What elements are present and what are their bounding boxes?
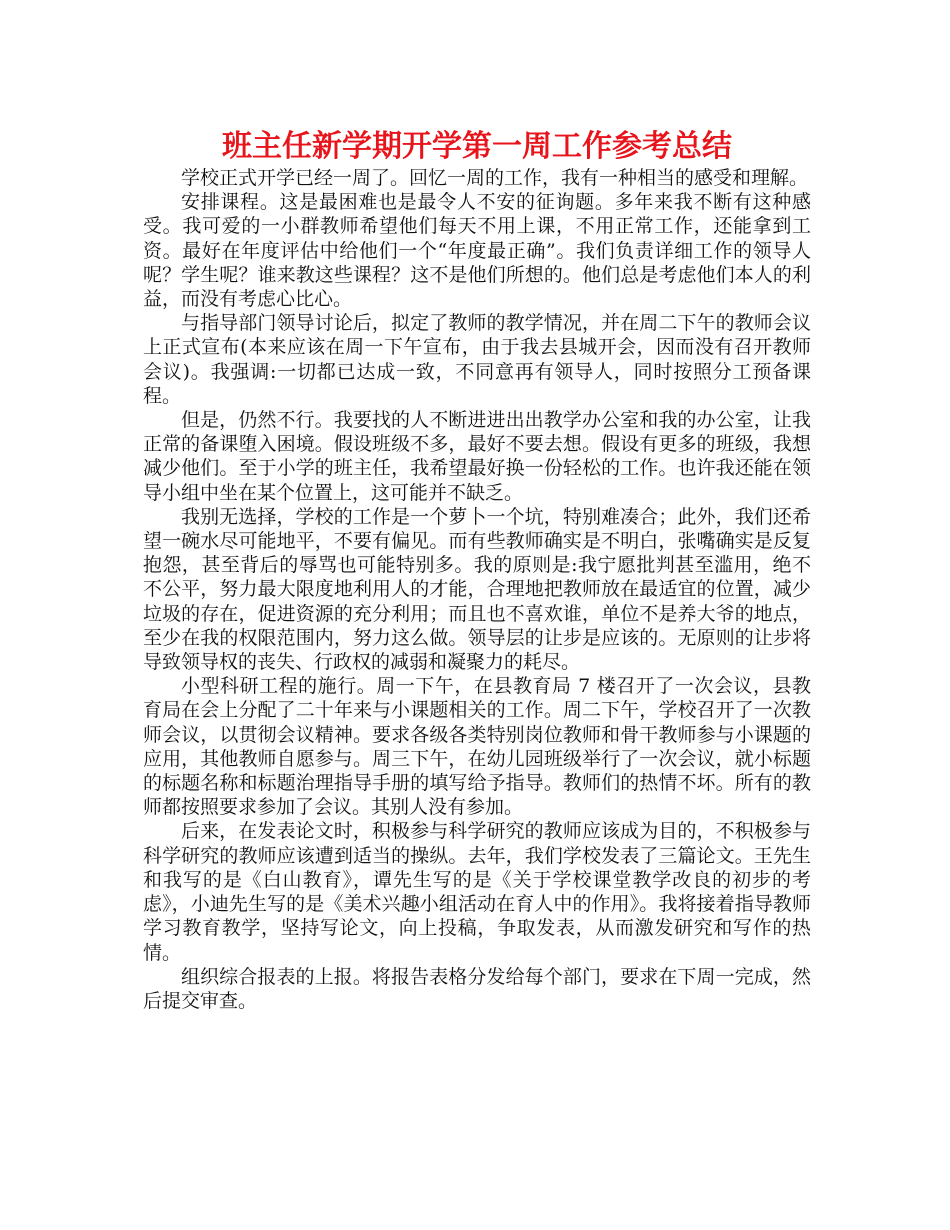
paragraph-reports: 组织综合报表的上报。将报告表格分发给每个部门，要求在下周一完成，然后提交审查。 (143, 965, 811, 1012)
paragraph-difficulty: 但是，仍然不行。我要找的人不断进进出出教学办公室和我的办公室，让我正常的备课堕入困境。假设班级不多，最好不要去想。假设有更多的班级，我想减少他们。至于小学的班主任，我希望最好换一份轻松的工作。也许我还能在领导小组中坐在某个位置上，这可能并不缺乏。 (143, 409, 811, 504)
paragraph-intro: 学校正式开学已经一周了。回忆一周的工作，我有一种相当的感受和理解。 (181, 167, 809, 189)
paragraph-research-project: 小型科研工程的施行。周一下午，在县教育局 7 楼召开了一次会议，县教育局在会上分配了二十年来与小课题相关的工作。周二下午，学校召开了一次教师会议，以贯彻会议精神。要求各级各类特别岗位教师和骨干教师参与小课题的应用，其他教师自愿参与。周三下午，在幼儿园班级举行了一次会议，就小标题的标题名称和标题治理指导手册的填写给予指导。教师们的热情不坏。所有的教师都按照要求参加了会议。其别人没有参加。 (143, 675, 811, 819)
document-title: 班主任新学期开学第一周工作参考总结 (222, 129, 732, 164)
document-page (143, 128, 811, 1013)
paragraph-principle: 我别无选择，学校的工作是一个萝卜一个坑，特别难凑合；此外，我们还希望一碗水尽可能地平，不要有偏见。而有些教师确实是不明白，张嘴确实是反复抱怨，甚至背后的辱骂也可能特别多。我的原则是:我宁愿批判甚至滥用，绝不不公平，努力最大限度地利用人的才能，合理地把教师放在最适宜的位置，减少垃圾的存在，促进资源的充分利用；而且也不喜欢谁，单位不是养大爷的地点，至少在我的权限范围内，努力这么做。领导层的让步是应该的。无原则的让步将导致领导权的丧失、行政权的减弱和凝聚力的耗尽。 (143, 505, 811, 674)
paragraph-scheduling: 安排课程。这是最困难也是最令人不安的征询题。多年来我不断有这种感受。我可爱的一小群教师希望他们每天不用上课，不用正常工作，还能拿到工资。最好在年度评估中给他们一个“年度最正确”。我们负责详细工作的领导人呢？学生呢？谁来教这些课程？这不是他们所想的。他们总是考虑他们本人的利益，而没有考虑心比心。 (143, 191, 811, 311)
paragraph-meeting: 与指导部门领导讨论后，拟定了教师的教学情况，并在周二下午的教师会议上正式宣布(本来应该在周一下午宣布，由于我去县城开会，因而没有召开教师会议)。我强调:一切都已达成一致，不同意再有领导人，同时按照分工预备课程。 (143, 312, 811, 407)
paragraph-papers: 后来，在发表论文时，积极参与科学研究的教师应该成为目的，不积极参与科学研究的教师应该遭到适当的操纵。去年，我们学校发表了三篇论文。王先生和我写的是《白山教育》，谭先生写的是《关于学校课堂教学改良的初步的考虑》，小迪先生写的是《美术兴趣小组活动在育人中的作用》。我将接着指导教师学习教育教学，坚持写论文，向上投稿，争取发表，从而激发研究和写作的热情。 (143, 820, 811, 964)
